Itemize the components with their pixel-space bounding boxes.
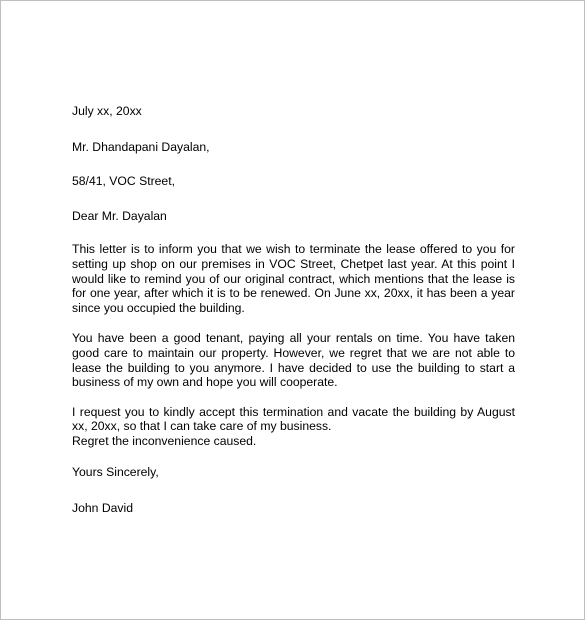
signature-name: John David: [72, 501, 133, 516]
body-paragraph-2: You have been a good tenant, paying all your rentals on time. You have taken good care to maintain our property. However, we regret that we are not able to lease the building to you anymore. I have decided to use the building to start a business of my own and hope you will cooperate.: [72, 331, 515, 390]
body-paragraph-3: I request you to kindly accept this termination and vacate the building by August xx, 20xx, so that I can take care of my business.: [72, 404, 515, 434]
body-paragraph-1: This letter is to inform you that we wish to terminate the lease offered to you for setting up shop on our premises in VOC Street, Chetpet last year. At this point I would like to remind you of our original contract, which mentions that the lease is for one year, after which it is to be renewed. On June xx, 20xx, it has been a year since you occupied the building.: [72, 242, 515, 315]
regret-line: Regret the inconvenience caused.: [72, 433, 257, 448]
salutation: Dear Mr. Dayalan: [72, 208, 167, 223]
recipient-name: Mr. Dhandapani Dayalan,: [72, 139, 210, 154]
closing: Yours Sincerely,: [72, 464, 159, 479]
letter-body: [72, 104, 515, 516]
recipient-address: 58/41, VOC Street,: [72, 174, 175, 189]
letter-date: July xx, 20xx: [72, 104, 142, 118]
